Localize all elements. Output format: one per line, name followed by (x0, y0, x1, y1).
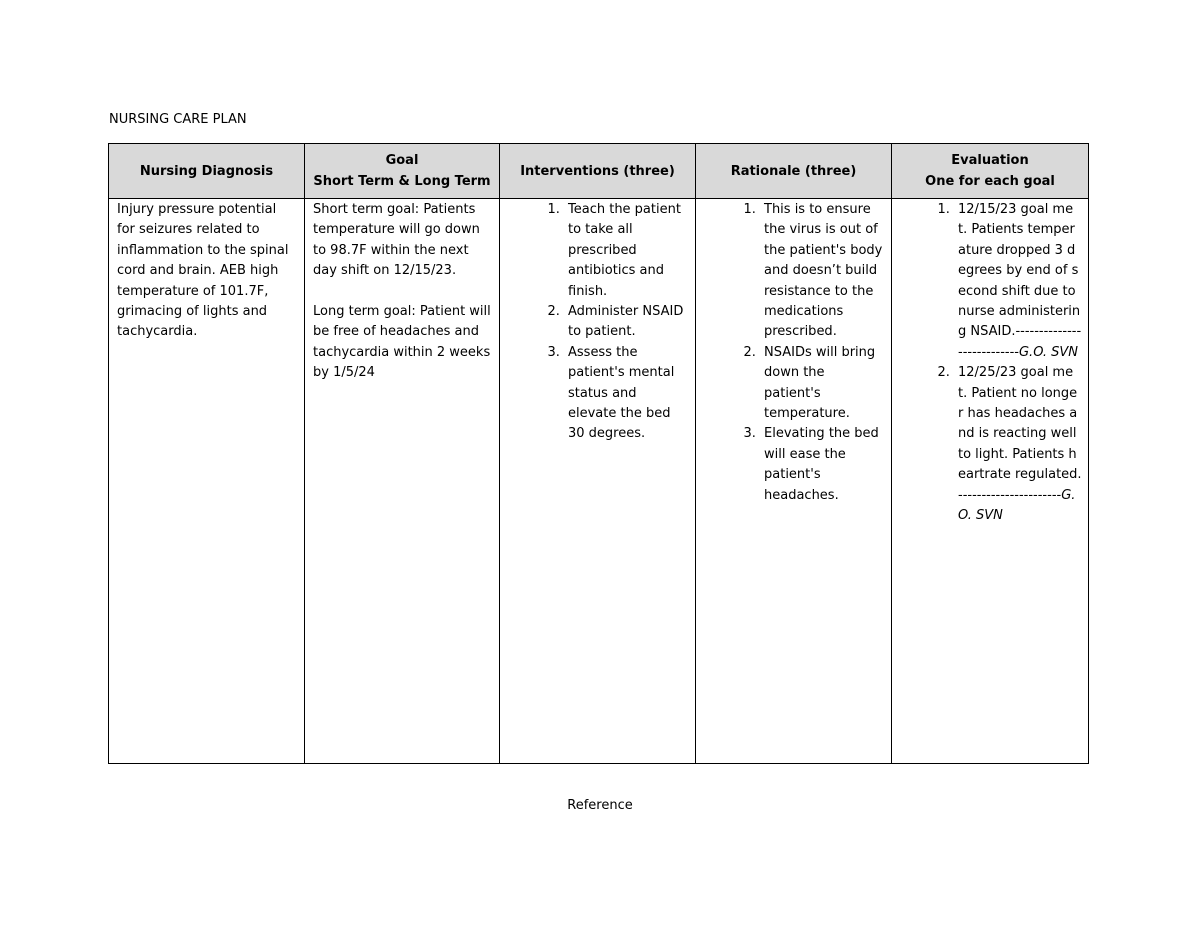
list-item (954, 363, 1082, 526)
header-nursing-diagnosis (109, 144, 305, 199)
diagnosis-cell (109, 199, 305, 764)
list-item: 1. This is to ensure the virus is out of the patient's body and doesn’t build resistance to the medications prescribed. (760, 200, 885, 343)
header-sublabel: Short Term & Long Term (313, 174, 491, 189)
list-item: 3. Elevating the bed will ease the patient's headaches. (760, 424, 885, 506)
evaluation-list (900, 200, 1082, 527)
list-item: 2. Administer NSAID to patient. (564, 302, 689, 343)
header-sublabel: One for each goal (925, 174, 1055, 189)
header-label: Evaluation (951, 153, 1029, 168)
list-item: 3. Assess the patient's mental status and elevate the bed 30 degrees. (564, 343, 689, 445)
header-row (109, 144, 1089, 199)
long-term-goal: Long term goal: Patient will be free of headaches and tachycardia within 2 weeks by 1/5/24 (313, 304, 491, 381)
evaluation-cell (892, 199, 1089, 764)
short-term-goal: Short term goal: Patients temperature will go down to 98.7F within the next day shift on 12/15/23. (313, 202, 480, 279)
header-interventions (500, 144, 696, 199)
list-item: 1. Teach the patient to take all prescribed antibiotics and finish. (564, 200, 689, 302)
rationale-list (704, 200, 885, 506)
evaluation-signature: G.O. SVN (1018, 344, 1079, 360)
table-row (109, 199, 1089, 764)
header-rationale (696, 144, 892, 199)
interventions-cell (500, 199, 696, 764)
evaluation-text: 12/25/23 goal met. Patient no longer has headaches and is reacting well to light. Patients heartrate regulated.---------------------- (958, 365, 1082, 503)
header-label: Interventions (three) (520, 163, 675, 179)
diagnosis-text: Injury pressure potential for seizures related to inflammation to the spinal cord and brain. AEB high temperature of 101.7F, grimacing of lights and tachycardia. (117, 202, 289, 340)
interventions-list (508, 200, 689, 445)
evaluation-signature: G.O. SVN (958, 487, 1076, 524)
goal-cell (305, 199, 500, 764)
header-evaluation (892, 144, 1089, 199)
header-label: Nursing Diagnosis (139, 163, 274, 179)
header-label: Rationale (three) (730, 163, 857, 179)
list-item: 2. NSAIDs will bring down the patient's temperature. (760, 343, 885, 425)
evaluation-text: 12/15/23 goal met. Patients temperature dropped 3 degrees by end of second shift due to nurse administering NSAID.--------------------------- (958, 202, 1082, 360)
header-label: Goal (385, 153, 419, 168)
header-goal (305, 144, 500, 199)
rationale-cell (696, 199, 892, 764)
reference-label: Reference (567, 798, 633, 813)
care-plan-table (108, 143, 1089, 764)
list-item (954, 200, 1082, 363)
document-title: NURSING CARE PLAN (109, 112, 247, 127)
